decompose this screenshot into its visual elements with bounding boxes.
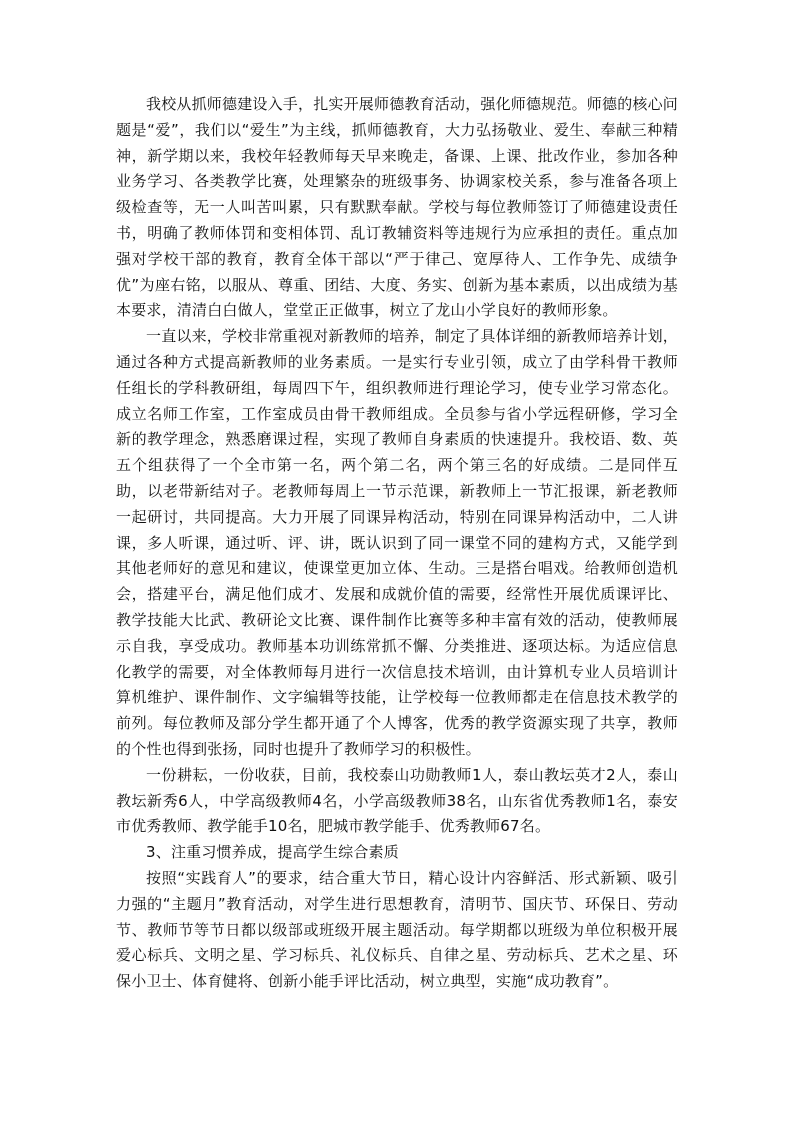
section-heading-habits: 3、注重习惯养成，提高学生综合素质 — [146, 843, 399, 862]
paragraph-practice-education: 按照“实践育人”的要求，结合重大节日，精心设计内容鲜活、形式新颖、吸引力强的“主题月”教育活动，对学生进行思想教育，清明节、国庆节、环保日、劳动节、教师节等节日都以级部或班级开展主题活动。每学期都以班级为单位积极开展爱心标兵、文明之星、学习标兵、礼仪标兵、自律之星、劳动标兵、艺术之星、环保小卫士、体育健将、创新小能手评比活动，树立典型，实施“成功教育”。 — [116, 868, 678, 991]
paragraph-achievements: 一份耕耘，一份收获，目前，我校泰山功勋教师1人，泰山教坛英才2人，泰山教坛新秀6人，中学高级教师4名，小学高级教师38名，山东省优秀教师1名，泰安市优秀教师、教学能手10名，肥城市教学能手、优秀教师67名。 — [116, 765, 678, 836]
paragraph-teacher-ethics: 我校从抓师德建设入手，扎实开展师德教育活动，强化师德规范。师德的核心问题是“爱”，我们以“爱生”为主线，抓师德教育，大力弘扬敬业、爱生、奉献三种精神，新学期以来，我校年轻教师每天早来晚走，备课、上课、批改作业，参加各种业务学习、各类教学比赛，处理繁杂的班级事务、协调家校关系，参与准备各项上级检查等，无一人叫苦叫累，只有默默奉献。学校与每位教师签订了师德建设责任书，明确了教师体罚和变相体罚、乱订教辅资料等违规行为应承担的责任。重点加强对学校干部的教育，教育全体干部以“严于律己、宽厚待人、工作争先、成绩争优”为座右铭，以服从、尊重、团结、大度、务实、创新为基本素质，以出成绩为基本要求，清清白白做人，堂堂正正做事，树立了龙山小学良好的教师形象。 — [116, 95, 679, 320]
document-body — [116, 92, 678, 995]
paragraph-new-teacher-training: 一直以来，学校非常重视对新教师的培养，制定了具体详细的新教师培养计划，通过各种方式提高新教师的业务素质。一是实行专业引领，成立了由学科骨干教师任组长的学科教研组，每周四下午，组织教师进行理论学习，使专业学习常态化。成立名师工作室，工作室成员由骨干教师组成。全员参与省小学远程研修，学习全新的教学理念，熟悉磨课过程，实现了教师自身素质的快速提升。我校语、数、英五个组获得了一个全市第一名，两个第二名，两个第三名的好成绩。二是同伴互助，以老带新结对子。老教师每周上一节示范课，新教师上一节汇报课，新老教师一起研讨，共同提高。大力开展了同课异构活动，特别在同课异构活动中，二人讲课，多人听课，通过听、评、讲，既认识到了同一课堂不同的建构方式，又能学到其他老师好的意见和建议，使课堂更加立体、生动。三是搭台唱戏。给教师创造机会，搭建平台，满足他们成才、发展和成就价值的需要，经常性开展优质课评比、教学技能大比武、教研论文比赛、课件制作比赛等多种丰富有效的活动，使教师展示自我，享受成功。教师基本功训练常抓不懈、分类推进、逐项达标。为适应信息化教学的需要，对全体教师每月进行一次信息技术培训，由计算机专业人员培训计算机维护、课件制作、文字编辑等技能，让学校每一位教师都走在信息技术教学的前列。每位教师及部分学生都开通了个人博客，优秀的教学资源实现了共享，教师的个性也得到张扬，同时也提升了教师学习的积极性。 — [116, 327, 679, 758]
